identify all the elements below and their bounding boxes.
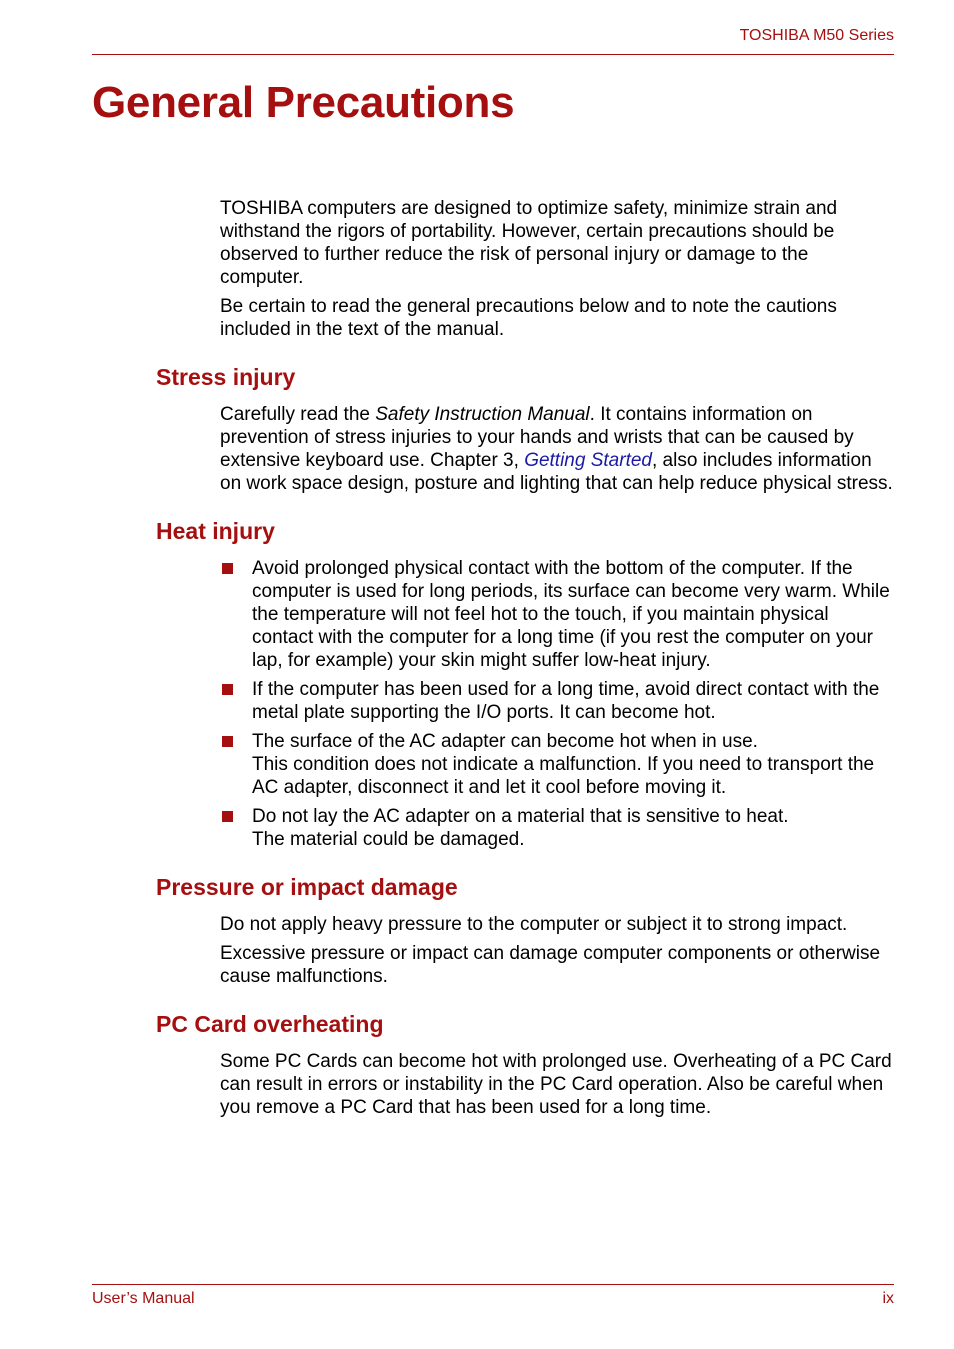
list-item: [252, 730, 894, 799]
stress-injury-heading: Stress injury: [156, 364, 296, 390]
pressure-paragraph-1: Do not apply heavy pressure to the computer or subject it to strong impact.: [220, 914, 848, 935]
footer-manual-label: User’s Manual: [92, 1290, 195, 1307]
manual-title: Safety Instruction Manual: [375, 404, 590, 425]
list-item: [252, 557, 894, 672]
heat-injury-heading: Heat injury: [156, 518, 275, 544]
stress-text-middle: . It contains information on prevention of stress injuries to your hands and wrists that can be caused by extensive keyboard use. Chapter 3,: [220, 404, 854, 471]
page-content: [0, 197, 954, 1125]
getting-started-link[interactable]: Getting Started: [524, 450, 652, 471]
square-bullet-icon: [222, 684, 233, 695]
square-bullet-icon: [222, 736, 233, 747]
page-number: ix: [882, 1290, 894, 1307]
pressure-damage-heading: Pressure or impact damage: [156, 874, 458, 900]
pc-card-paragraph: Some PC Cards can become hot with prolonged use. Overheating of a PC Card can result in errors or instability in the PC Card operation. Also be careful when you remove a PC Card that has been used for a long time.: [220, 1051, 892, 1118]
page-title: General Precautions: [92, 78, 515, 127]
pressure-paragraph-2: Excessive pressure or impact can damage computer components or otherwise cause malfunctions.: [220, 943, 881, 987]
square-bullet-icon: [222, 811, 233, 822]
bullet-text: If the computer has been used for a long time, avoid direct contact with the metal plate supporting the I/O ports. It can become hot.: [252, 679, 880, 723]
bullet-text: Do not lay the AC adapter on a material that is sensitive to heat.: [252, 806, 789, 827]
stress-text-after: , also includes information on work space design, posture and lighting that can help reduce physical stress.: [220, 450, 893, 494]
bullet-text-continued: The material could be damaged.: [252, 829, 525, 850]
intro-paragraph-1: TOSHIBA computers are designed to optimize safety, minimize strain and withstand the rigors of portability. However, certain precautions should be observed to further reduce the risk of personal injury or damage to the computer.: [220, 198, 838, 288]
stress-injury-paragraph: [220, 403, 894, 495]
stress-text-before: Carefully read the: [220, 404, 376, 425]
bullet-text: The surface of the AC adapter can become hot when in use.: [252, 731, 758, 752]
bullet-text: Avoid prolonged physical contact with the bottom of the computer. If the computer is used for long periods, its surface can become very warm. While the temperature will not feel hot to the touch, if you maintain physical contact with the computer for a long time (if you rest the computer on your lap, for example) your skin might suffer low-heat injury.: [252, 558, 890, 671]
intro-paragraph-2: Be certain to read the general precautions below and to note the cautions included in the text of the manual.: [220, 296, 837, 340]
heat-injury-list: [0, 557, 954, 851]
bullet-text-continued: This condition does not indicate a malfunction. If you need to transport the AC adapter, disconnect it and let it cool before moving it.: [252, 754, 875, 798]
pc-card-heading: PC Card overheating: [156, 1011, 384, 1037]
list-item: [252, 678, 894, 724]
running-header: TOSHIBA M50 Series: [739, 27, 894, 44]
header-rule: [92, 54, 894, 55]
footer-rule: [92, 1284, 894, 1285]
square-bullet-icon: [222, 563, 233, 574]
list-item: [252, 805, 894, 851]
